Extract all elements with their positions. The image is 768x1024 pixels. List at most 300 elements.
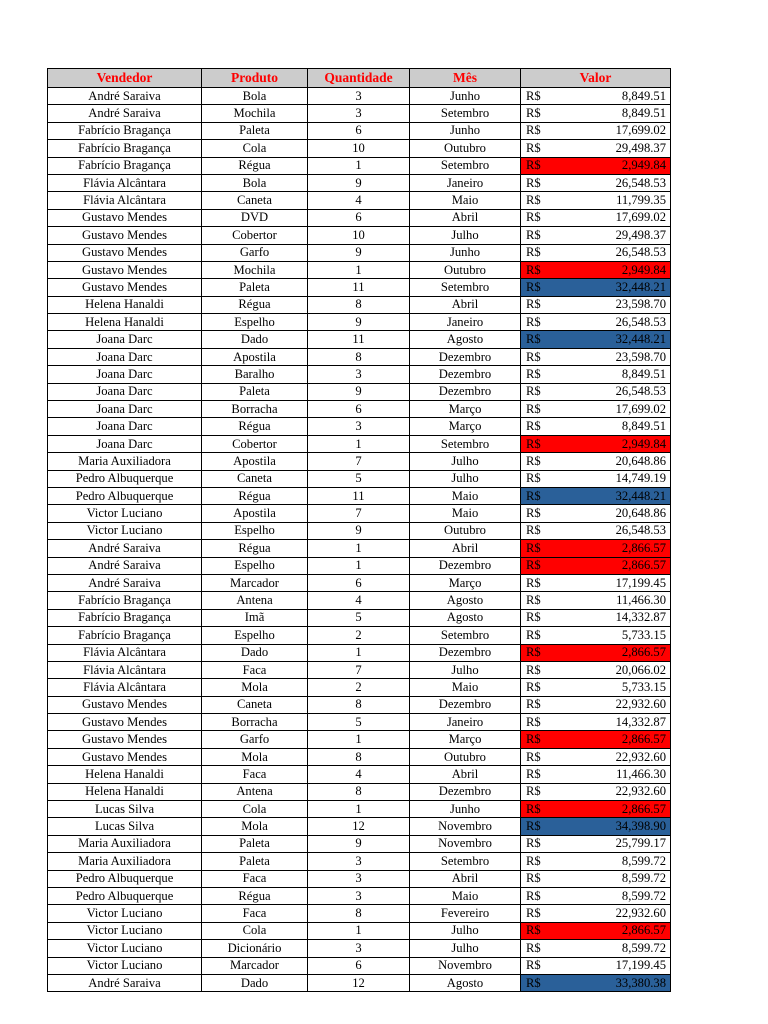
cell-mes[interactable]: Dezembro (410, 783, 521, 800)
cell-quantidade[interactable]: 3 (308, 88, 410, 105)
cell-produto[interactable]: Mochila (202, 105, 308, 122)
cell-produto[interactable]: Faca (202, 905, 308, 922)
currency-symbol: R$ (526, 679, 541, 694)
valor-amount: 29,498.37 (615, 140, 666, 155)
cell-produto[interactable]: Baralho (202, 366, 308, 383)
cell-vendedor[interactable]: Gustavo Mendes (48, 227, 202, 244)
cell-mes[interactable]: Julho (410, 470, 521, 487)
cell-valor[interactable] (521, 331, 671, 348)
cell-vendedor[interactable]: Victor Luciano (48, 505, 202, 522)
cell-valor[interactable] (521, 905, 671, 922)
cell-vendedor[interactable]: Lucas Silva (48, 818, 202, 835)
currency-symbol: R$ (526, 227, 541, 242)
cell-valor[interactable] (521, 731, 671, 748)
cell-valor[interactable] (521, 192, 671, 209)
cell-quantidade[interactable]: 11 (308, 331, 410, 348)
cell-valor[interactable] (521, 696, 671, 713)
cell-produto[interactable]: Faca (202, 661, 308, 678)
table-row (48, 470, 671, 487)
cell-produto[interactable]: Régua (202, 418, 308, 435)
valor-amount: 32,448.21 (615, 332, 666, 347)
cell-mes[interactable]: Outubro (410, 261, 521, 278)
cell-quantidade[interactable]: 8 (308, 696, 410, 713)
cell-valor[interactable] (521, 974, 671, 991)
cell-valor[interactable] (521, 505, 671, 522)
cell-produto[interactable]: Caneta (202, 192, 308, 209)
cell-vendedor[interactable]: Victor Luciano (48, 940, 202, 957)
cell-produto[interactable]: Mola (202, 748, 308, 765)
cell-produto[interactable]: Garfo (202, 244, 308, 261)
cell-valor[interactable] (521, 835, 671, 852)
cell-vendedor[interactable]: Joana Darc (48, 331, 202, 348)
valor-amount: 23,598.70 (615, 349, 666, 364)
cell-quantidade[interactable]: 8 (308, 296, 410, 313)
cell-valor[interactable] (521, 140, 671, 157)
cell-produto[interactable]: DVD (202, 209, 308, 226)
cell-mes[interactable]: Novembro (410, 835, 521, 852)
cell-mes[interactable]: Julho (410, 940, 521, 957)
cell-vendedor[interactable]: Joana Darc (48, 348, 202, 365)
cell-produto[interactable]: Paleta (202, 853, 308, 870)
cell-valor[interactable] (521, 592, 671, 609)
cell-valor[interactable] (521, 748, 671, 765)
cell-produto[interactable]: Mochila (202, 261, 308, 278)
cell-quantidade[interactable]: 1 (308, 261, 410, 278)
cell-produto[interactable]: Espelho (202, 314, 308, 331)
cell-vendedor[interactable]: Joana Darc (48, 401, 202, 418)
currency-symbol: R$ (526, 697, 541, 712)
cell-valor[interactable] (521, 348, 671, 365)
cell-mes[interactable]: Dezembro (410, 557, 521, 574)
cell-mes[interactable]: Abril (410, 209, 521, 226)
cell-vendedor[interactable]: Joana Darc (48, 435, 202, 452)
cell-produto[interactable]: Espelho (202, 627, 308, 644)
cell-valor[interactable] (521, 261, 671, 278)
cell-quantidade[interactable]: 9 (308, 244, 410, 261)
cell-vendedor[interactable]: Pedro Albuquerque (48, 487, 202, 504)
cell-valor[interactable] (521, 557, 671, 574)
cell-mes[interactable]: Novembro (410, 818, 521, 835)
cell-produto[interactable]: Caneta (202, 470, 308, 487)
cell-produto[interactable]: Borracha (202, 714, 308, 731)
cell-valor[interactable] (521, 314, 671, 331)
cell-mes[interactable]: Setembro (410, 279, 521, 296)
cell-vendedor[interactable]: Helena Hanaldi (48, 783, 202, 800)
cell-produto[interactable]: Faca (202, 870, 308, 887)
currency-symbol: R$ (526, 540, 541, 555)
cell-mes[interactable]: Agosto (410, 331, 521, 348)
cell-mes[interactable]: Julho (410, 661, 521, 678)
valor-amount: 23,598.70 (615, 297, 666, 312)
cell-mes[interactable]: Dezembro (410, 383, 521, 400)
cell-mes[interactable]: Março (410, 418, 521, 435)
header-produto[interactable]: Produto (202, 69, 308, 88)
cell-mes[interactable]: Julho (410, 453, 521, 470)
cell-quantidade[interactable]: 9 (308, 174, 410, 191)
cell-produto[interactable]: Marcador (202, 574, 308, 591)
cell-vendedor[interactable]: Fabrício Bragança (48, 122, 202, 139)
cell-quantidade[interactable]: 11 (308, 487, 410, 504)
cell-produto[interactable]: Régua (202, 296, 308, 313)
currency-symbol: R$ (526, 419, 541, 434)
cell-produto[interactable]: Espelho (202, 557, 308, 574)
cell-quantidade[interactable]: 3 (308, 887, 410, 904)
cell-quantidade[interactable]: 4 (308, 592, 410, 609)
cell-vendedor[interactable]: Fabrício Bragança (48, 140, 202, 157)
cell-mes[interactable]: Fevereiro (410, 905, 521, 922)
cell-quantidade[interactable]: 3 (308, 418, 410, 435)
table-row (48, 453, 671, 470)
cell-valor[interactable] (521, 957, 671, 974)
cell-mes[interactable]: Março (410, 731, 521, 748)
cell-valor[interactable] (521, 487, 671, 504)
cell-valor[interactable] (521, 244, 671, 261)
cell-valor[interactable] (521, 783, 671, 800)
cell-mes[interactable]: Agosto (410, 592, 521, 609)
cell-quantidade[interactable]: 5 (308, 470, 410, 487)
cell-vendedor[interactable]: Helena Hanaldi (48, 766, 202, 783)
cell-mes[interactable]: Junho (410, 122, 521, 139)
cell-quantidade[interactable]: 9 (308, 314, 410, 331)
cell-vendedor[interactable]: Gustavo Mendes (48, 261, 202, 278)
cell-mes[interactable]: Junho (410, 801, 521, 818)
cell-quantidade[interactable]: 8 (308, 783, 410, 800)
cell-produto[interactable]: Dicionário (202, 940, 308, 957)
cell-vendedor[interactable]: Pedro Albuquerque (48, 887, 202, 904)
cell-produto[interactable]: Apostila (202, 348, 308, 365)
cell-valor[interactable] (521, 435, 671, 452)
cell-produto[interactable]: Bola (202, 88, 308, 105)
valor-amount: 20,648.86 (615, 506, 666, 521)
cell-produto[interactable]: Cobertor (202, 227, 308, 244)
cell-produto[interactable]: Régua (202, 540, 308, 557)
cell-vendedor[interactable]: Gustavo Mendes (48, 748, 202, 765)
currency-symbol: R$ (526, 297, 541, 312)
cell-mes[interactable]: Outubro (410, 748, 521, 765)
cell-valor[interactable] (521, 574, 671, 591)
table-row (48, 105, 671, 122)
cell-produto[interactable]: Dado (202, 331, 308, 348)
header-quantidade[interactable]: Quantidade (308, 69, 410, 88)
cell-valor[interactable] (521, 105, 671, 122)
valor-amount: 11,466.30 (616, 593, 666, 608)
cell-valor[interactable] (521, 679, 671, 696)
cell-quantidade[interactable]: 9 (308, 835, 410, 852)
table-row (48, 522, 671, 539)
cell-produto[interactable]: Cola (202, 140, 308, 157)
cell-quantidade[interactable]: 2 (308, 679, 410, 696)
cell-quantidade[interactable]: 9 (308, 383, 410, 400)
cell-vendedor[interactable]: Victor Luciano (48, 922, 202, 939)
cell-valor[interactable] (521, 887, 671, 904)
currency-symbol: R$ (526, 558, 541, 573)
currency-symbol: R$ (526, 210, 541, 225)
cell-mes[interactable]: Agosto (410, 609, 521, 626)
cell-quantidade[interactable]: 3 (308, 940, 410, 957)
cell-produto[interactable]: Garfo (202, 731, 308, 748)
cell-vendedor[interactable]: Flávia Alcântara (48, 174, 202, 191)
cell-mes[interactable]: Dezembro (410, 348, 521, 365)
cell-produto[interactable]: Paleta (202, 279, 308, 296)
cell-vendedor[interactable]: Helena Hanaldi (48, 296, 202, 313)
cell-valor[interactable] (521, 88, 671, 105)
cell-quantidade[interactable]: 1 (308, 731, 410, 748)
cell-produto[interactable]: Caneta (202, 696, 308, 713)
cell-valor[interactable] (521, 157, 671, 174)
cell-mes[interactable]: Janeiro (410, 714, 521, 731)
cell-vendedor[interactable]: Joana Darc (48, 383, 202, 400)
cell-vendedor[interactable]: Flávia Alcântara (48, 192, 202, 209)
cell-produto[interactable]: Régua (202, 887, 308, 904)
cell-vendedor[interactable]: Flávia Alcântara (48, 661, 202, 678)
cell-quantidade[interactable]: 12 (308, 974, 410, 991)
cell-quantidade[interactable]: 1 (308, 801, 410, 818)
cell-mes[interactable]: Julho (410, 922, 521, 939)
cell-mes[interactable]: Janeiro (410, 174, 521, 191)
cell-quantidade[interactable]: 4 (308, 192, 410, 209)
cell-produto[interactable]: Antena (202, 783, 308, 800)
valor-amount: 2,949.84 (621, 436, 666, 451)
cell-quantidade[interactable]: 1 (308, 644, 410, 661)
cell-vendedor[interactable]: Gustavo Mendes (48, 209, 202, 226)
currency-symbol: R$ (526, 714, 541, 729)
cell-vendedor[interactable]: Fabrício Bragança (48, 627, 202, 644)
header-row (48, 69, 671, 88)
table-row (48, 331, 671, 348)
cell-valor[interactable] (521, 644, 671, 661)
currency-symbol: R$ (526, 575, 541, 590)
cell-quantidade[interactable]: 5 (308, 609, 410, 626)
cell-valor[interactable] (521, 540, 671, 557)
cell-vendedor[interactable]: Gustavo Mendes (48, 279, 202, 296)
cell-mes[interactable]: Novembro (410, 957, 521, 974)
cell-produto[interactable]: Borracha (202, 401, 308, 418)
cell-quantidade[interactable]: 10 (308, 227, 410, 244)
cell-valor[interactable] (521, 209, 671, 226)
cell-vendedor[interactable]: Maria Auxiliadora (48, 453, 202, 470)
cell-quantidade[interactable]: 12 (308, 818, 410, 835)
cell-quantidade[interactable]: 5 (308, 714, 410, 731)
cell-mes[interactable]: Outubro (410, 522, 521, 539)
cell-valor[interactable] (521, 366, 671, 383)
valor-amount: 2,866.57 (621, 645, 666, 660)
cell-valor[interactable] (521, 296, 671, 313)
cell-mes[interactable]: Abril (410, 870, 521, 887)
cell-quantidade[interactable]: 1 (308, 435, 410, 452)
cell-valor[interactable] (521, 940, 671, 957)
cell-mes[interactable]: Abril (410, 540, 521, 557)
cell-produto[interactable]: Dado (202, 974, 308, 991)
cell-quantidade[interactable]: 1 (308, 922, 410, 939)
table-row (48, 279, 671, 296)
cell-vendedor[interactable]: Gustavo Mendes (48, 696, 202, 713)
cell-vendedor[interactable]: Maria Auxiliadora (48, 853, 202, 870)
cell-quantidade[interactable]: 4 (308, 766, 410, 783)
currency-symbol: R$ (526, 906, 541, 921)
cell-quantidade[interactable]: 6 (308, 122, 410, 139)
cell-vendedor[interactable]: Flávia Alcântara (48, 644, 202, 661)
valor-amount: 22,932.60 (615, 906, 666, 921)
cell-mes[interactable]: Maio (410, 192, 521, 209)
cell-vendedor[interactable]: Flávia Alcântara (48, 679, 202, 696)
cell-vendedor[interactable]: Joana Darc (48, 418, 202, 435)
cell-mes[interactable]: Agosto (410, 974, 521, 991)
cell-vendedor[interactable]: André Saraiva (48, 974, 202, 991)
cell-mes[interactable]: Maio (410, 679, 521, 696)
currency-symbol: R$ (526, 471, 541, 486)
cell-quantidade[interactable]: 8 (308, 348, 410, 365)
currency-symbol: R$ (526, 749, 541, 764)
cell-vendedor[interactable]: Gustavo Mendes (48, 244, 202, 261)
cell-quantidade[interactable]: 7 (308, 661, 410, 678)
cell-valor[interactable] (521, 818, 671, 835)
cell-produto[interactable]: Apostila (202, 505, 308, 522)
cell-quantidade[interactable]: 1 (308, 157, 410, 174)
cell-valor[interactable] (521, 627, 671, 644)
cell-valor[interactable] (521, 470, 671, 487)
cell-produto[interactable]: Bola (202, 174, 308, 191)
cell-mes[interactable]: Setembro (410, 435, 521, 452)
cell-produto[interactable]: Marcador (202, 957, 308, 974)
cell-vendedor[interactable]: Pedro Albuquerque (48, 870, 202, 887)
cell-vendedor[interactable]: André Saraiva (48, 88, 202, 105)
cell-produto[interactable]: Cola (202, 922, 308, 939)
cell-mes[interactable]: Julho (410, 227, 521, 244)
cell-vendedor[interactable]: André Saraiva (48, 557, 202, 574)
cell-quantidade[interactable]: 7 (308, 453, 410, 470)
currency-symbol: R$ (526, 488, 541, 503)
cell-vendedor[interactable]: Fabrício Bragança (48, 609, 202, 626)
cell-valor[interactable] (521, 870, 671, 887)
cell-mes[interactable]: Março (410, 574, 521, 591)
cell-vendedor[interactable]: André Saraiva (48, 574, 202, 591)
cell-quantidade[interactable]: 3 (308, 105, 410, 122)
cell-quantidade[interactable]: 3 (308, 853, 410, 870)
cell-produto[interactable]: Régua (202, 487, 308, 504)
cell-quantidade[interactable]: 1 (308, 540, 410, 557)
cell-valor[interactable] (521, 227, 671, 244)
cell-valor[interactable] (521, 522, 671, 539)
cell-mes[interactable]: Outubro (410, 140, 521, 157)
cell-produto[interactable]: Cola (202, 801, 308, 818)
cell-produto[interactable]: Espelho (202, 522, 308, 539)
cell-valor[interactable] (521, 383, 671, 400)
cell-produto[interactable]: Dado (202, 644, 308, 661)
cell-produto[interactable]: Antena (202, 592, 308, 609)
header-vendedor[interactable]: Vendedor (48, 69, 202, 88)
cell-valor[interactable] (521, 922, 671, 939)
cell-vendedor[interactable]: Pedro Albuquerque (48, 470, 202, 487)
cell-quantidade[interactable]: 11 (308, 279, 410, 296)
cell-vendedor[interactable]: Gustavo Mendes (48, 714, 202, 731)
header-valor[interactable]: Valor (521, 69, 671, 88)
cell-mes[interactable]: Abril (410, 296, 521, 313)
cell-produto[interactable]: Imã (202, 609, 308, 626)
valor-amount: 14,332.87 (615, 610, 666, 625)
cell-valor[interactable] (521, 661, 671, 678)
cell-quantidade[interactable]: 7 (308, 505, 410, 522)
cell-quantidade[interactable]: 6 (308, 401, 410, 418)
cell-valor[interactable] (521, 853, 671, 870)
cell-valor[interactable] (521, 174, 671, 191)
cell-valor[interactable] (521, 766, 671, 783)
cell-vendedor[interactable]: Joana Darc (48, 366, 202, 383)
cell-mes[interactable]: Dezembro (410, 696, 521, 713)
cell-valor[interactable] (521, 279, 671, 296)
cell-vendedor[interactable]: Gustavo Mendes (48, 731, 202, 748)
cell-produto[interactable]: Mola (202, 679, 308, 696)
cell-vendedor[interactable]: Helena Hanaldi (48, 314, 202, 331)
cell-quantidade[interactable]: 3 (308, 366, 410, 383)
cell-produto[interactable]: Cobertor (202, 435, 308, 452)
cell-produto[interactable]: Paleta (202, 383, 308, 400)
cell-produto[interactable]: Régua (202, 157, 308, 174)
cell-mes[interactable]: Março (410, 401, 521, 418)
cell-mes[interactable]: Junho (410, 244, 521, 261)
cell-quantidade[interactable]: 6 (308, 574, 410, 591)
valor-amount: 14,749.19 (615, 471, 666, 486)
cell-mes[interactable]: Maio (410, 887, 521, 904)
cell-mes[interactable]: Janeiro (410, 314, 521, 331)
header-mes[interactable]: Mês (410, 69, 521, 88)
cell-vendedor[interactable]: André Saraiva (48, 105, 202, 122)
cell-valor[interactable] (521, 401, 671, 418)
cell-vendedor[interactable]: Victor Luciano (48, 905, 202, 922)
valor-amount: 8,599.72 (621, 853, 666, 868)
cell-mes[interactable]: Setembro (410, 157, 521, 174)
currency-symbol: R$ (526, 175, 541, 190)
cell-quantidade[interactable]: 8 (308, 748, 410, 765)
cell-vendedor[interactable]: Lucas Silva (48, 801, 202, 818)
cell-mes[interactable]: Junho (410, 88, 521, 105)
cell-mes[interactable]: Setembro (410, 627, 521, 644)
cell-mes[interactable]: Setembro (410, 853, 521, 870)
cell-produto[interactable]: Apostila (202, 453, 308, 470)
cell-valor[interactable] (521, 453, 671, 470)
cell-valor[interactable] (521, 714, 671, 731)
table-row (48, 227, 671, 244)
cell-valor[interactable] (521, 609, 671, 626)
cell-quantidade[interactable]: 8 (308, 905, 410, 922)
cell-vendedor[interactable]: Fabrício Bragança (48, 157, 202, 174)
cell-produto[interactable]: Paleta (202, 122, 308, 139)
cell-quantidade[interactable]: 6 (308, 957, 410, 974)
cell-vendedor[interactable]: Maria Auxiliadora (48, 835, 202, 852)
cell-valor[interactable] (521, 801, 671, 818)
cell-produto[interactable]: Faca (202, 766, 308, 783)
cell-vendedor[interactable]: Fabrício Bragança (48, 592, 202, 609)
cell-vendedor[interactable]: Victor Luciano (48, 957, 202, 974)
cell-produto[interactable]: Mola (202, 818, 308, 835)
cell-vendedor[interactable]: Victor Luciano (48, 522, 202, 539)
cell-mes[interactable]: Maio (410, 487, 521, 504)
cell-produto[interactable]: Paleta (202, 835, 308, 852)
cell-mes[interactable]: Dezembro (410, 644, 521, 661)
cell-mes[interactable]: Setembro (410, 105, 521, 122)
cell-mes[interactable]: Dezembro (410, 366, 521, 383)
cell-quantidade[interactable]: 1 (308, 557, 410, 574)
cell-mes[interactable]: Abril (410, 766, 521, 783)
cell-valor[interactable] (521, 122, 671, 139)
cell-quantidade[interactable]: 2 (308, 627, 410, 644)
cell-quantidade[interactable]: 10 (308, 140, 410, 157)
cell-quantidade[interactable]: 9 (308, 522, 410, 539)
cell-mes[interactable]: Maio (410, 505, 521, 522)
cell-quantidade[interactable]: 3 (308, 870, 410, 887)
cell-vendedor[interactable]: André Saraiva (48, 540, 202, 557)
cell-quantidade[interactable]: 6 (308, 209, 410, 226)
cell-valor[interactable] (521, 418, 671, 435)
